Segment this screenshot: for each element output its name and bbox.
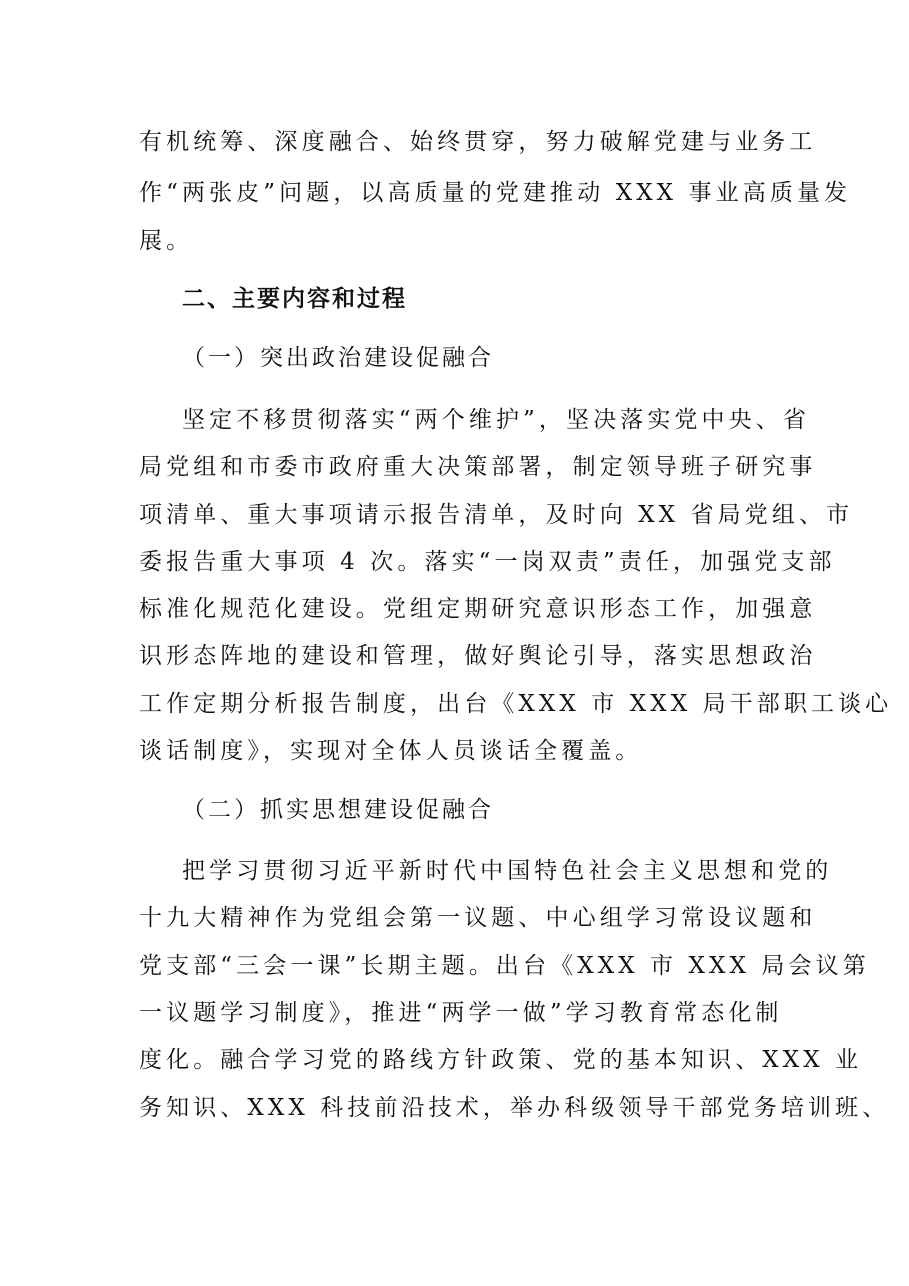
section-heading: 二、主要内容和过程 (182, 286, 407, 312)
subsection-2-line-1: 把学习贯彻习近平新时代中国特色社会主义思想和党的 (182, 858, 833, 884)
subsection-1-line-2: 局党组和市委市政府重大决策部署，制定领导班子研究事 (139, 454, 817, 480)
subsection-2-line-5: 度化。融合学习党的路线方针政策、党的基本知识、XXX 业 (139, 1047, 863, 1073)
subsection-1-line-8: 谈话制度》，实现对全体人员谈话全覆盖。 (139, 738, 643, 764)
subsection-1-line-1: 坚定不移贯彻落实“两个维护”，坚决落实党中央、省 (182, 407, 810, 433)
subsection-2-title: （二）抓实思想建设促融合 (182, 797, 494, 823)
intro-line-1: 有机统筹、深度融合、始终贯穿，努力破解党建与业务工 (139, 129, 817, 155)
intro-line-2: 作“两张皮”问题，以高质量的党建推动 XXX 事业高质量发 (139, 180, 852, 206)
intro-line-3: 展。 (139, 228, 194, 254)
subsection-2-line-2: 十九大精神作为党组会第一议题、中心组学习常设议题和 (139, 905, 817, 931)
subsection-1-line-6: 识形态阵地的建设和管理，做好舆论引导，落实思想政治 (139, 643, 817, 669)
subsection-1-line-5: 标准化规范化建设。党组定期研究意识形态工作，加强意 (139, 596, 817, 622)
subsection-2-line-6: 务知识、XXX 科技前沿技术，举办科级领导干部党务培训班、 (139, 1095, 890, 1121)
subsection-2-line-3: 党支部“三会一课”长期主题。出台《XXX 市 XXX 局会议第 (139, 953, 870, 979)
subsection-2-line-4: 一议题学习制度》，推进“两学一做”学习教育常态化制 (139, 1000, 783, 1026)
subsection-1-title: （一）突出政治建设促融合 (182, 345, 494, 371)
subsection-1-line-7: 工作定期分析报告制度，出台《XXX 市 XXX 局干部职工谈心 (139, 691, 893, 717)
subsection-1-line-3: 项清单、重大事项请示报告清单，及时向 XX 省局党组、市 (139, 502, 854, 528)
subsection-1-line-4: 委报告重大事项 4 次。落实“一岗双责”责任，加强党支部 (139, 549, 836, 575)
